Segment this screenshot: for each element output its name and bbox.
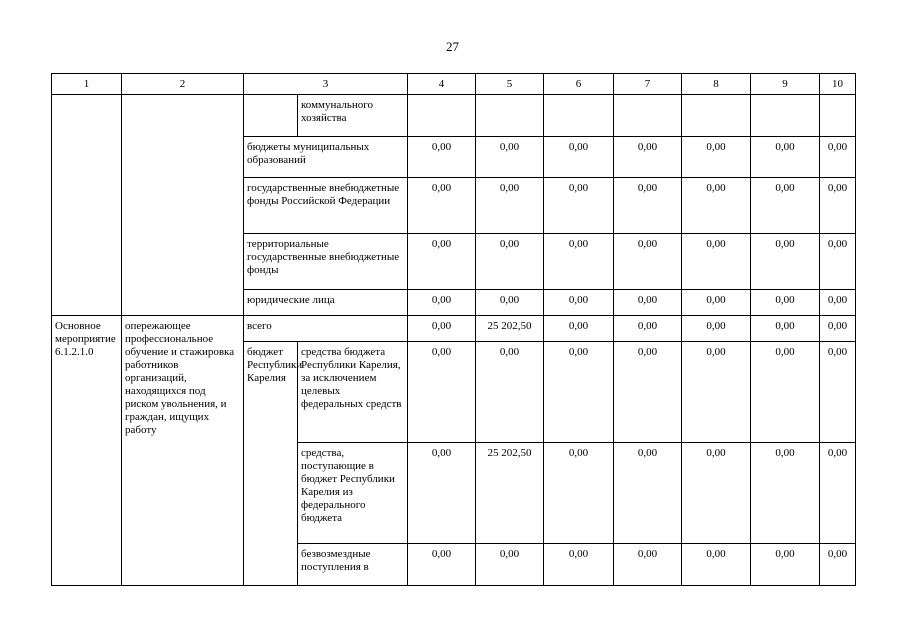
value-cell: 0,00	[820, 234, 856, 290]
source-label: безвозмездные поступления в	[298, 544, 408, 586]
column-header: 4	[408, 74, 476, 95]
cell-empty	[52, 95, 122, 316]
value-cell: 0,00	[682, 178, 751, 234]
value-cell: 0,00	[476, 342, 544, 443]
column-header: 3	[244, 74, 408, 95]
cell-empty	[244, 95, 298, 137]
value-cell: 0,00	[820, 316, 856, 342]
value-cell: 0,00	[544, 342, 614, 443]
value-cell: 0,00	[408, 137, 476, 178]
value-cell: 0,00	[682, 443, 751, 544]
value-cell: 0,00	[614, 544, 682, 586]
column-header: 2	[122, 74, 244, 95]
cell-empty	[122, 95, 244, 316]
value-cell: 0,00	[614, 137, 682, 178]
value-cell: 0,00	[614, 443, 682, 544]
source-label: юридические лица	[244, 290, 408, 316]
value-cell: 0,00	[820, 290, 856, 316]
value-cell: 0,00	[476, 544, 544, 586]
source-label: коммунального хозяйства	[298, 95, 408, 137]
value-cell	[614, 95, 682, 137]
column-header: 10	[820, 74, 856, 95]
value-cell: 0,00	[682, 342, 751, 443]
activity-description: опережающее профессиональное обучение и стажировка работников организаций, находящихся под риском увольнения, и граждан, ищущих работу	[122, 316, 244, 586]
value-cell: 0,00	[682, 544, 751, 586]
value-cell: 0,00	[751, 178, 820, 234]
value-cell	[408, 95, 476, 137]
value-cell: 0,00	[751, 290, 820, 316]
value-cell: 0,00	[751, 137, 820, 178]
value-cell: 0,00	[751, 544, 820, 586]
value-cell: 0,00	[544, 316, 614, 342]
value-cell: 0,00	[408, 316, 476, 342]
financing-table	[51, 73, 856, 586]
value-cell: 0,00	[408, 234, 476, 290]
value-cell: 0,00	[544, 234, 614, 290]
value-cell: 0,00	[614, 342, 682, 443]
value-cell: 0,00	[820, 178, 856, 234]
value-cell	[751, 95, 820, 137]
column-header: 5	[476, 74, 544, 95]
source-label: государственные внебюджетные фонды Российской Федерации	[244, 178, 408, 234]
value-cell: 0,00	[408, 178, 476, 234]
value-cell: 0,00	[820, 544, 856, 586]
value-cell: 0,00	[476, 178, 544, 234]
value-cell: 0,00	[820, 443, 856, 544]
value-cell: 0,00	[682, 137, 751, 178]
source-label: бюджеты муниципальных образований	[244, 137, 408, 178]
column-header: 1	[52, 74, 122, 95]
value-cell: 0,00	[614, 316, 682, 342]
value-cell	[544, 95, 614, 137]
value-cell: 0,00	[408, 443, 476, 544]
value-cell: 25 202,50	[476, 316, 544, 342]
source-label: территориальные государственные внебюджетные фонды	[244, 234, 408, 290]
value-cell	[682, 95, 751, 137]
column-header-row	[52, 74, 856, 95]
value-cell: 0,00	[751, 316, 820, 342]
value-cell: 0,00	[751, 234, 820, 290]
value-cell: 0,00	[682, 234, 751, 290]
value-cell: 0,00	[820, 342, 856, 443]
value-cell: 0,00	[476, 137, 544, 178]
table-row	[52, 316, 856, 342]
source-label: всего	[244, 316, 408, 342]
value-cell: 0,00	[614, 290, 682, 316]
source-label: средства, поступающие в бюджет Республики Карелия из федерального бюджета	[298, 443, 408, 544]
column-header: 8	[682, 74, 751, 95]
value-cell: 0,00	[544, 178, 614, 234]
value-cell: 0,00	[408, 544, 476, 586]
column-header: 6	[544, 74, 614, 95]
value-cell: 0,00	[682, 290, 751, 316]
value-cell: 0,00	[544, 137, 614, 178]
budget-group-label: бюджет Республики Карелия	[244, 342, 298, 586]
value-cell: 0,00	[544, 290, 614, 316]
value-cell: 0,00	[408, 290, 476, 316]
value-cell: 0,00	[614, 178, 682, 234]
value-cell: 0,00	[476, 234, 544, 290]
page-number: 27	[446, 39, 459, 54]
column-header: 7	[614, 74, 682, 95]
value-cell: 0,00	[408, 342, 476, 443]
column-header: 9	[751, 74, 820, 95]
value-cell: 0,00	[751, 342, 820, 443]
value-cell: 0,00	[476, 290, 544, 316]
value-cell: 0,00	[751, 443, 820, 544]
value-cell: 0,00	[544, 544, 614, 586]
value-cell: 25 202,50	[476, 443, 544, 544]
value-cell: 0,00	[544, 443, 614, 544]
value-cell: 0,00	[820, 137, 856, 178]
value-cell	[820, 95, 856, 137]
value-cell: 0,00	[682, 316, 751, 342]
activity-code: Основное мероприятие 6.1.2.1.0	[52, 316, 122, 586]
table-row	[52, 95, 856, 137]
value-cell	[476, 95, 544, 137]
value-cell: 0,00	[614, 234, 682, 290]
source-label: средства бюджета Республики Карелия, за исключением целевых федеральных средств	[298, 342, 408, 443]
